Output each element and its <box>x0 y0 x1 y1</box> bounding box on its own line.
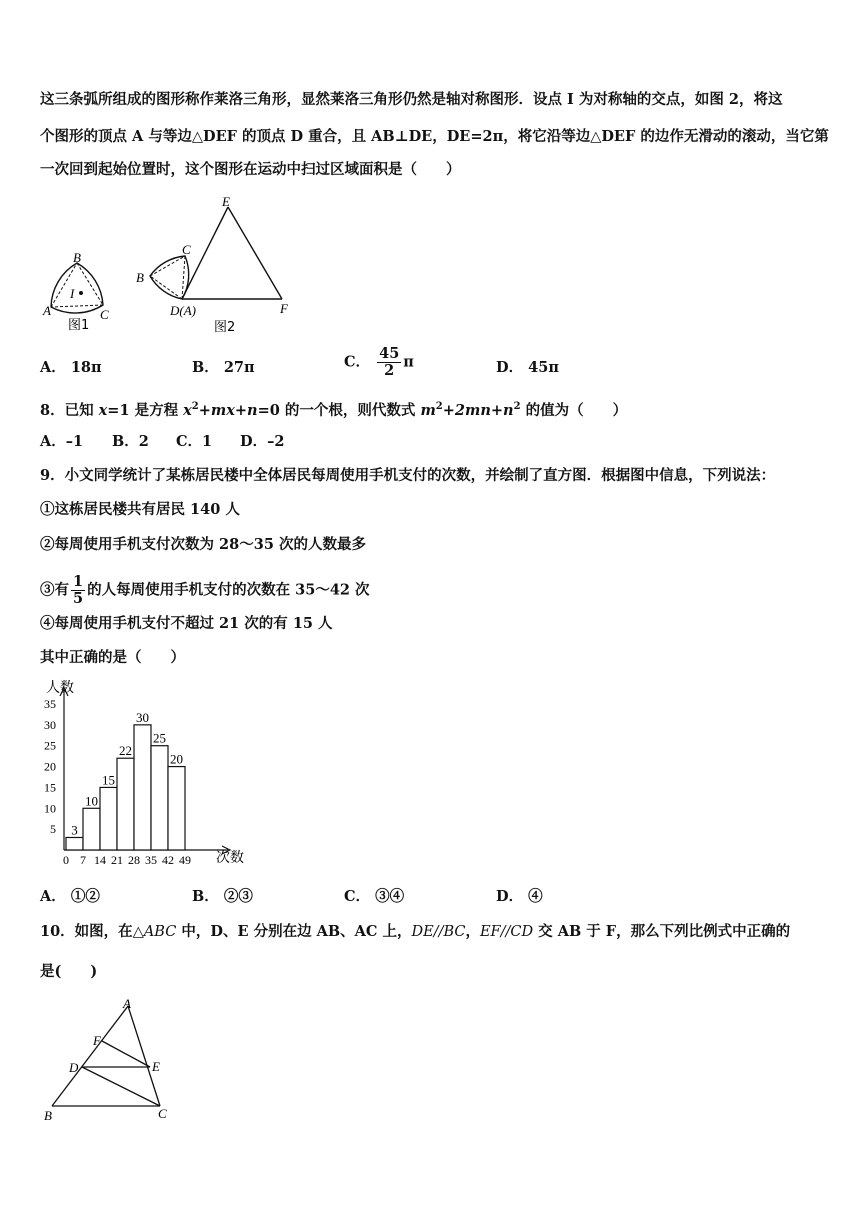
q8-eq1: =1 是方程 <box>107 401 184 419</box>
x-tick-label: 21 <box>111 853 123 867</box>
q9-option-d[interactable] <box>496 887 543 907</box>
q8-option-b[interactable]: B．2 <box>112 433 149 450</box>
q8-var-x2: x <box>183 401 192 419</box>
histogram-bar <box>66 837 83 850</box>
y-tick-label: 20 <box>44 759 56 774</box>
reuleaux-figure-1 <box>40 245 120 335</box>
fraction-denominator: 2 <box>384 362 395 379</box>
label-i: I <box>70 286 75 301</box>
q9-option-a-value: ①② <box>70 888 100 905</box>
label-b: B <box>44 1108 52 1123</box>
q9-ask: 其中正确的是（ ） <box>40 649 185 666</box>
y-tick-label: 30 <box>44 717 56 732</box>
q7-option-b[interactable] <box>192 358 255 378</box>
fraction-denominator: 5 <box>73 590 84 607</box>
fraction-1-over-5 <box>71 574 85 607</box>
bar-value-label: 15 <box>102 772 115 788</box>
q10-line-2: 是( ) <box>40 963 98 980</box>
q8-option-d[interactable]: D．–2 <box>240 433 285 450</box>
triangle-abc-figure <box>40 996 190 1126</box>
q9-option-b-label: B． <box>192 888 219 905</box>
center-point-i <box>79 291 83 295</box>
q8-post: 的值为（ ） <box>520 401 628 419</box>
label-e: E <box>152 1059 160 1074</box>
fig2-caption: 图2 <box>214 320 236 335</box>
q7-option-a[interactable] <box>40 358 102 378</box>
q8-sup-c: 2 <box>513 401 521 412</box>
x-tick-label: 42 <box>162 853 174 867</box>
histogram-bar <box>134 725 151 850</box>
q8-mid: +2mn+n <box>442 401 514 419</box>
q8-plus-mx: +mx+n <box>198 401 258 419</box>
label-c: C <box>158 1106 167 1121</box>
q9-s3-pre: ③有 <box>40 581 69 599</box>
x-axis-title: 次数 <box>216 850 244 866</box>
q7-option-d-label: D． <box>496 359 524 376</box>
fraction-45-over-2 <box>377 346 401 379</box>
q8-option-a[interactable]: A．–1 <box>40 433 84 450</box>
q9-option-b[interactable] <box>192 887 253 907</box>
q9-statement-1: ①这栋居民楼共有居民 140 人 <box>40 501 240 518</box>
label-a: A <box>43 303 51 318</box>
q8-stem <box>40 397 627 421</box>
q8-var-x: x <box>98 401 108 419</box>
q7-option-b-label: B． <box>192 359 219 376</box>
q9-option-c-value: ③④ <box>375 888 405 905</box>
label-f: F <box>280 301 288 316</box>
y-axis-title: 人数 <box>46 680 74 696</box>
q10-mid: 中，D、E 分别在边 AB、AC 上， <box>176 923 412 940</box>
reuleaux-figure-2 <box>130 192 300 337</box>
q10-ef-parallel-cd: EF//CD <box>479 924 534 940</box>
q7-line-3: 一次回到起始位置时，这个图形在运动中扫过区域面积是（ ） <box>40 161 461 178</box>
side-ac <box>128 1006 160 1106</box>
bar-value-label: 22 <box>119 743 132 759</box>
y-tick-label: 35 <box>44 697 56 711</box>
x-tick-label: 7 <box>80 853 86 867</box>
q9-option-b-value: ②③ <box>223 888 253 905</box>
q10-pre: 10．如图，在 <box>40 923 133 940</box>
q9-statement-3 <box>40 574 370 607</box>
q10-triangle: △ABC <box>132 924 177 940</box>
q9-stem: 9．小文同学统计了某栋居民楼中全体居民每周使用手机支付的次数，并绘制了直方图．根据图中信息，下列说法： <box>40 467 776 484</box>
bar-value-label: 20 <box>170 751 183 767</box>
histogram-bar <box>117 758 134 850</box>
q9-option-d-label: D． <box>496 888 524 905</box>
q8-eq2: =0 的一个根，则代数式 <box>257 401 421 419</box>
q7-option-c-pi: π <box>403 353 414 371</box>
fraction-numerator: 1 <box>73 573 84 590</box>
fraction-numerator: 45 <box>379 345 400 362</box>
segment-dc <box>82 1067 160 1106</box>
q10-de-parallel-bc: DE//BC <box>411 924 466 940</box>
x-tick-label: 28 <box>128 853 140 867</box>
label-b: B <box>73 250 81 265</box>
bar-value-label: 30 <box>136 709 149 725</box>
label-f: F <box>93 1033 101 1048</box>
q7-option-b-value: 27π <box>223 359 255 376</box>
q8-var-m: m <box>420 401 436 419</box>
bar-value-label: 10 <box>85 793 98 809</box>
q7-option-a-value: 18π <box>70 359 102 376</box>
y-tick-label: 25 <box>44 738 56 753</box>
y-tick-label: 15 <box>44 780 56 795</box>
q7-option-c[interactable] <box>344 346 414 379</box>
q9-option-d-value: ④ <box>528 888 543 905</box>
q10-stem <box>40 922 790 942</box>
q9-option-c-label: C． <box>344 888 371 905</box>
y-tick-label: 5 <box>50 822 56 837</box>
q7-option-c-label: C． <box>344 353 371 371</box>
q7-option-d[interactable] <box>496 358 559 378</box>
q10-comma: ， <box>465 923 480 940</box>
q10-post: 交 AB 于 F，那么下列比例式中正确的 <box>533 923 791 940</box>
q7-line-1: 这三条弧所组成的图形称作莱洛三角形，显然莱洛三角形仍然是轴对称图形．设点 I 为对称轴的交点，如图 2，将这 <box>40 91 783 108</box>
q8-sup-a: 2 <box>191 401 199 412</box>
bar-value-label: 3 <box>71 822 78 838</box>
x-tick-label: 14 <box>94 853 106 867</box>
label-e: E <box>222 194 230 209</box>
label-c: C <box>100 307 109 322</box>
side-ab <box>52 1006 128 1106</box>
q9-s3-post: 的人每周使用手机支付的次数在 35～42 次 <box>87 581 370 599</box>
histogram-bar <box>151 746 168 850</box>
q8-sup-b: 2 <box>435 401 443 412</box>
label-b2: B <box>136 270 144 285</box>
q9-option-a-label: A． <box>40 888 66 905</box>
q8-option-c[interactable]: C．1 <box>176 433 213 450</box>
histogram-bar <box>100 787 117 850</box>
q7-option-d-value: 45π <box>528 359 559 376</box>
q7-option-a-label: A． <box>40 359 66 376</box>
q9-option-c[interactable] <box>344 887 404 907</box>
q7-line-2: 个图形的顶点 A 与等边△DEF 的顶点 D 重合，且 AB⊥DE，DE=2π，将它沿等边△DEF 的边作无滑动的滚动，当它第 <box>40 128 829 145</box>
x-tick-label: 49 <box>179 853 191 867</box>
histogram-bar <box>83 808 100 850</box>
fig1-caption: 图1 <box>68 318 90 333</box>
label-a: A <box>123 996 131 1011</box>
y-tick-label: 10 <box>44 801 56 816</box>
label-d-a: D(A) <box>170 303 196 318</box>
histogram-chart <box>36 676 256 872</box>
histogram-bar <box>168 767 185 850</box>
q8-pre: 8．已知 <box>40 401 99 419</box>
q9-statement-2: ②每周使用手机支付次数为 28～35 次的人数最多 <box>40 536 366 553</box>
q9-statement-4: ④每周使用手机支付不超过 21 次的有 15 人 <box>40 615 333 632</box>
q9-option-a[interactable] <box>40 887 100 907</box>
bar-value-label: 25 <box>153 730 166 746</box>
x-tick-label: 35 <box>145 853 157 867</box>
x-tick-label: 0 <box>63 853 69 867</box>
label-d: D <box>69 1060 79 1075</box>
label-c2: C <box>182 242 191 257</box>
